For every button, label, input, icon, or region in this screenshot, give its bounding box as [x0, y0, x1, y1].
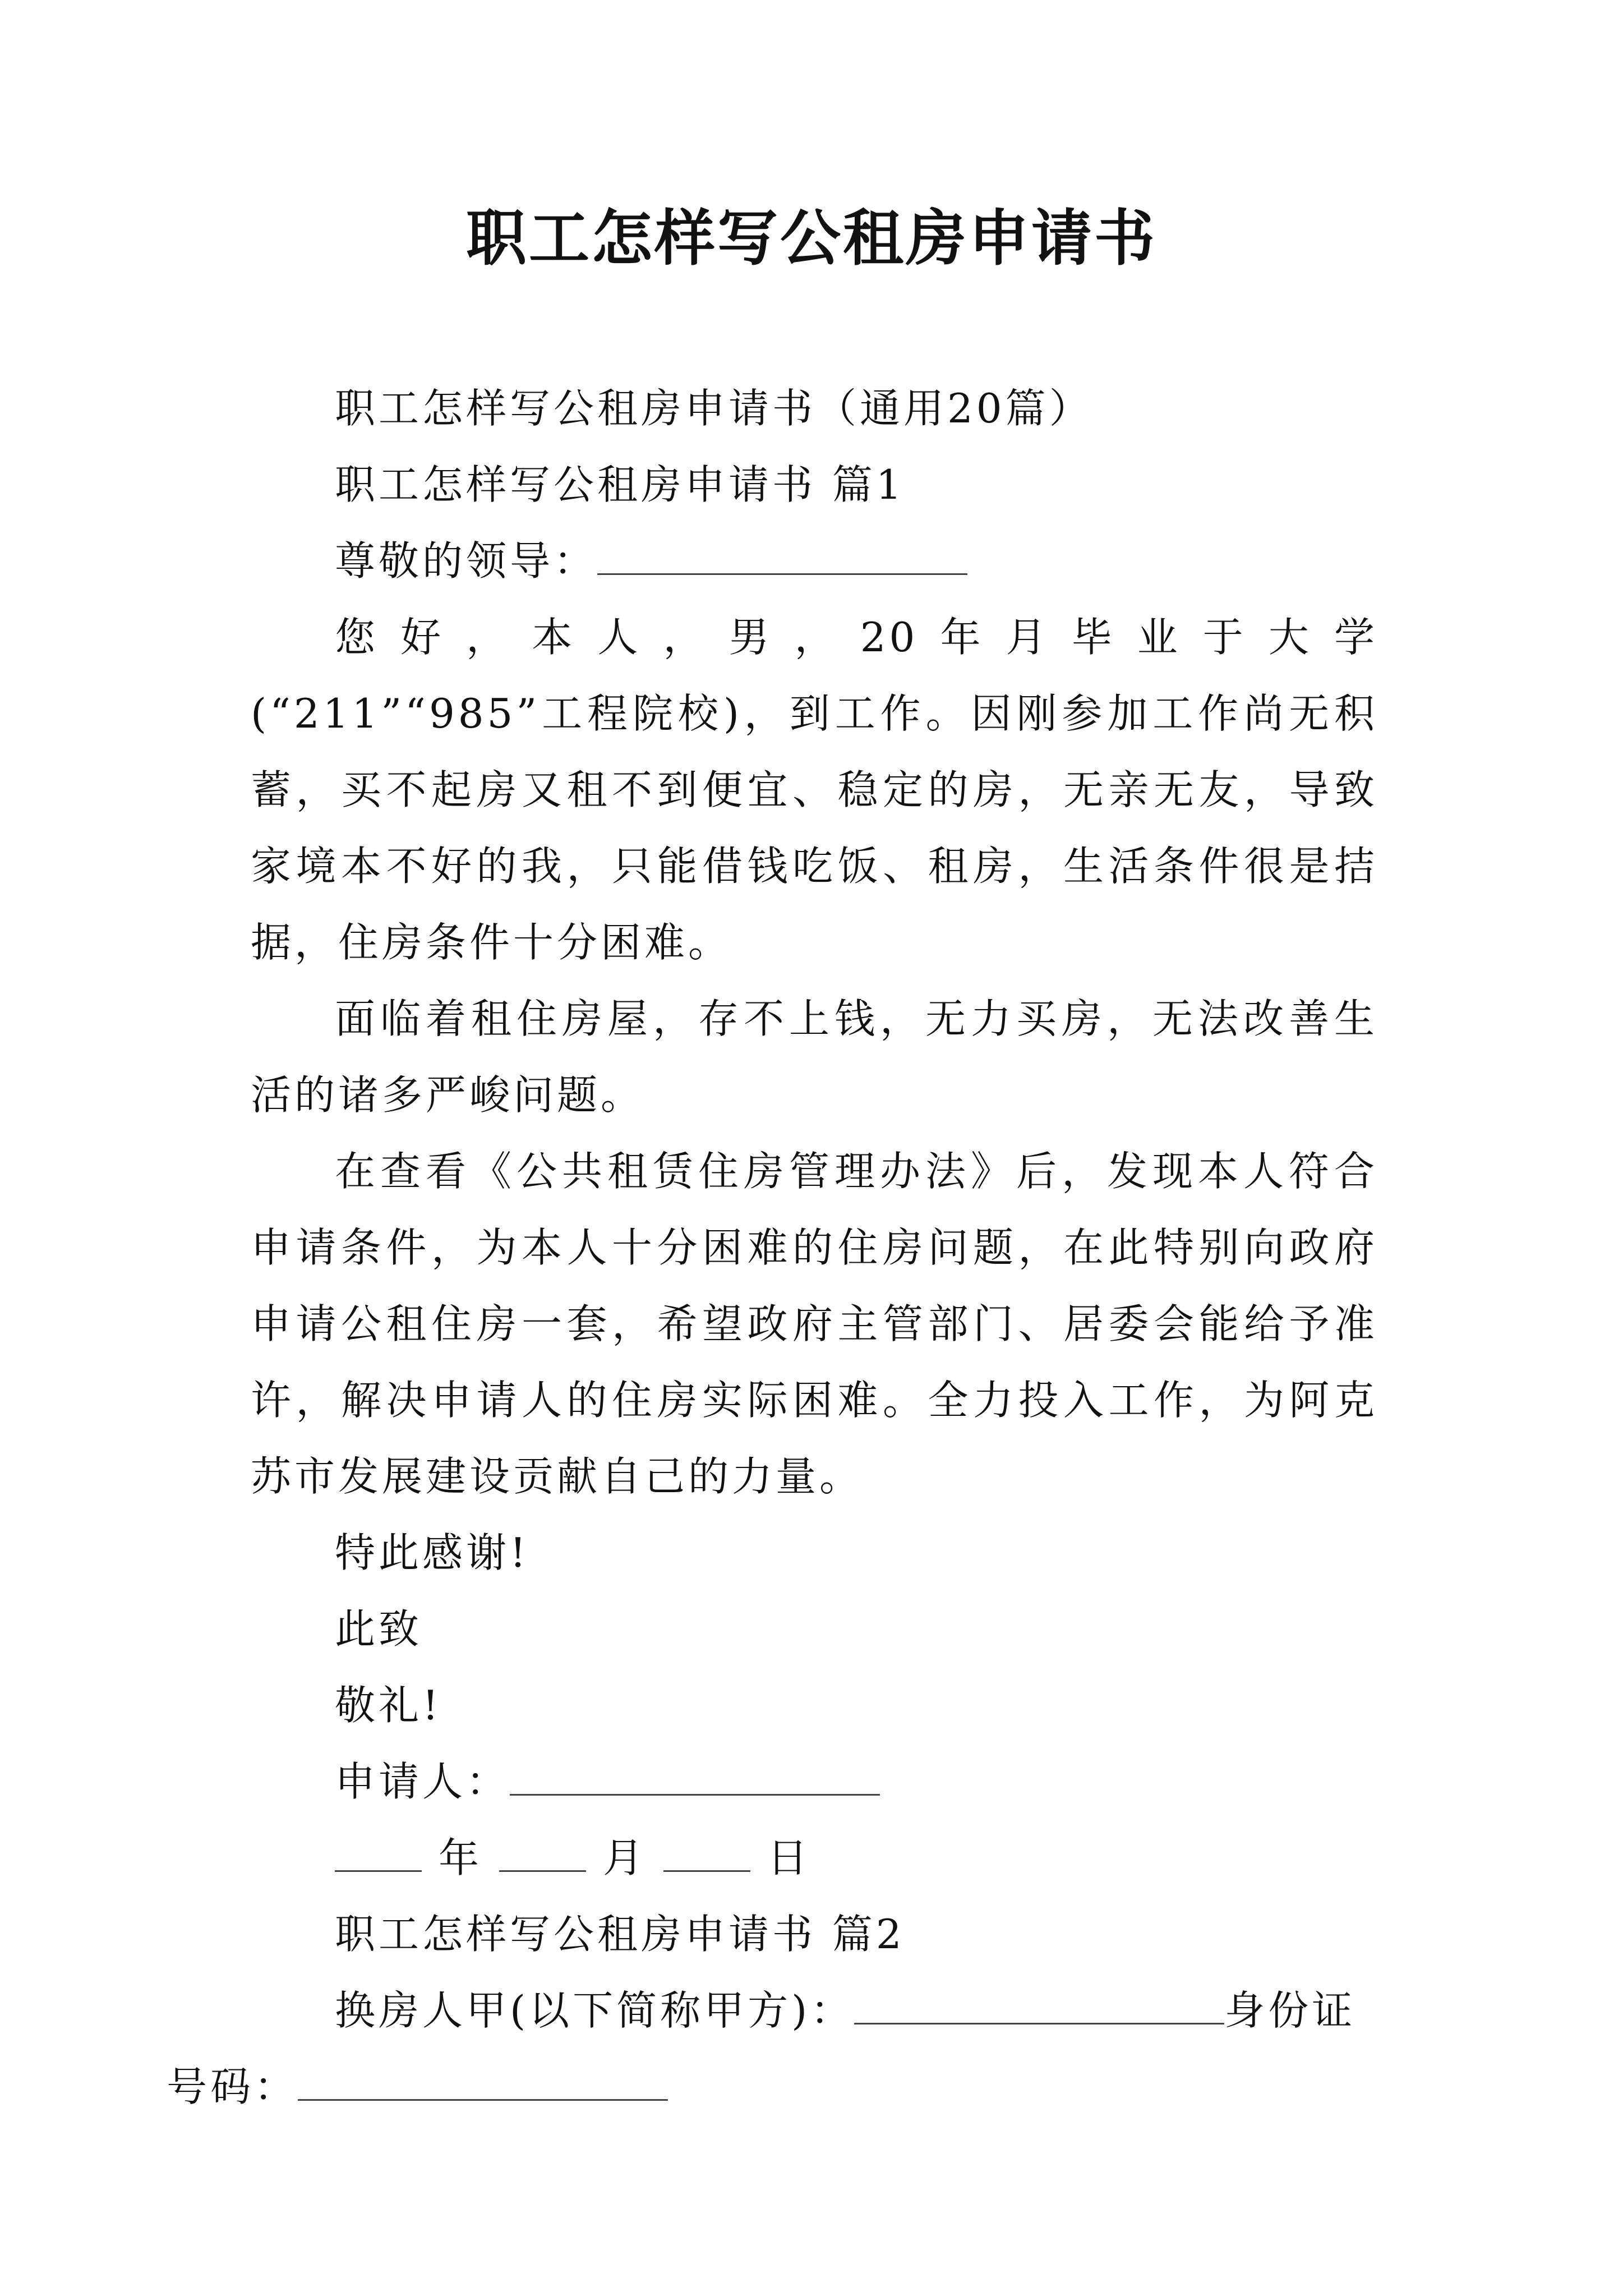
section-1-heading: 职工怎样写公租房申请书 篇1 [335, 461, 905, 508]
thanks-line: 特此感谢! [335, 1529, 529, 1576]
applicant-line [251, 1743, 1378, 1820]
section-2-heading: 职工怎样写公租房申请书 篇2 [335, 1911, 905, 1958]
salutation-text: 尊敬的领导： [335, 537, 598, 585]
party-a-blank [854, 1977, 1224, 2024]
id-number-blank [298, 2053, 668, 2101]
subtitle-line: 职工怎样写公租房申请书（通用20篇） [335, 385, 1093, 432]
salutation-line [251, 523, 1378, 599]
paragraph-3: 在查看《公共租赁住房管理办法》后，发现本人符合申请条件，为本人十分困难的住房问题，在此特别向政府申请公租住房一套，希望政府主管部门、居委会能给予准许，解决申请人的住房实际困难。全力投入工作，为阿克苏市发展建设贡献自己的力量。 [251, 1148, 1378, 1500]
applicant-label: 申请人： [335, 1758, 510, 1805]
document-body [167, 370, 1378, 2125]
salutation-blank [597, 527, 967, 575]
month-blank [499, 1824, 586, 1872]
month-label: 月 [603, 1834, 647, 1881]
id-label-part1: 身份证 [1224, 1987, 1356, 2034]
paragraph-1: 您好，本人，男，20年月毕业于大学(“211”“985”工程院校)，到工作。因刚参加工作尚无积蓄，买不起房又租不到便宜、稳定的房，无亲无友，导致家境本不好的我，只能借钱吃饭、租房，生活条件很是拮据，住房条件十分困难。 [251, 614, 1378, 966]
party-a-line [167, 1972, 1378, 2125]
paragraph-2: 面临着租住房屋，存不上钱，无力买房，无法改善生活的诸多严峻问题。 [251, 995, 1378, 1119]
day-label: 日 [767, 1834, 811, 1881]
party-a-label: 换房人甲(以下简称甲方)： [335, 1987, 855, 2034]
year-label: 年 [439, 1834, 483, 1881]
day-blank [663, 1824, 750, 1872]
document-title: 职工怎样写公租房申请书 [465, 203, 1157, 274]
date-line [251, 1820, 1378, 1896]
closing-line-2: 敬礼! [335, 1682, 442, 1729]
year-blank [335, 1824, 422, 1872]
id-label-part2: 号码： [167, 2063, 298, 2110]
closing-line-1: 此致 [335, 1605, 423, 1653]
applicant-blank [510, 1748, 880, 1796]
